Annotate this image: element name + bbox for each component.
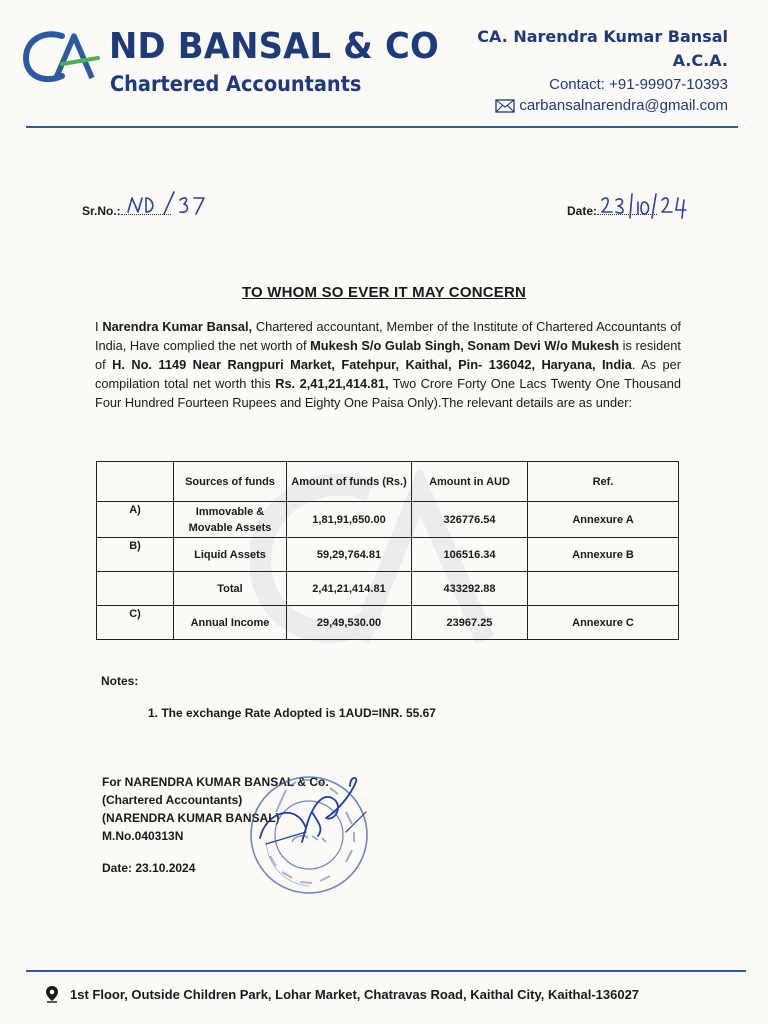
source-cell: Liquid Assets [174, 538, 287, 572]
firm-logo-icon [22, 28, 104, 84]
footer-address: 1st Floor, Outside Children Park, Lohar Market, Chatravas Road, Kaithal City, Kaithal-136027 [70, 986, 640, 1002]
row-label: C) [97, 606, 174, 640]
row-label: B) [97, 538, 174, 572]
serial-label: Sr.No.: [82, 204, 121, 218]
envelope-icon [495, 99, 515, 113]
firm-subtitle: Chartered Accountants [110, 72, 362, 96]
email-row [495, 97, 728, 114]
amount-inr-cell: 1,81,91,650.00 [287, 502, 412, 538]
table-row [97, 538, 679, 572]
amount-inr-cell: 59,29,764.81 [287, 538, 412, 572]
footer-divider [26, 970, 746, 972]
amount-aud-cell: 23967.25 [412, 606, 528, 640]
table-header-row [97, 462, 679, 502]
header-cell: Sources of funds [174, 462, 287, 502]
certificate-paragraph: I Narendra Kumar Bansal, Chartered accountant, Member of the Institute of Chartered Accountants of India, Have complied the net worth of Mukesh S/o Gulab Singh, Sonam Devi W/o Mukesh is resident of H. No. 1149 Near Rangpuri Market, Fatehpur, Kaithal, Pin- 136042, Haryana, India. As per compilation total net worth this Rs. 2,41,21,414.81, Two Crore Forty One Lacs Twenty One Thousand Four Hundred Fourteen Rupees and Eighty One Paisa Only).The relevant details are as under: [95, 319, 682, 410]
ref-cell: Annexure B [528, 538, 679, 572]
sign-membership: M.No.040313N [102, 829, 184, 843]
letter-title: TO WHOM SO EVER IT MAY CONCERN [241, 284, 527, 301]
header-cell: Ref. [528, 462, 679, 502]
table-row [97, 606, 679, 640]
firm-name: ND BANSAL & CO [109, 26, 439, 67]
contact-phone: Contact: +91-99907-10393 [549, 76, 728, 93]
sign-designation: (Chartered Accountants) [102, 793, 243, 807]
source-cell: Total [174, 572, 287, 606]
notes-heading: Notes: [101, 674, 139, 688]
amount-aud-cell: 106516.34 [412, 538, 528, 572]
seal-stamp-icon [246, 772, 372, 898]
source-cell: Annual Income [174, 606, 287, 640]
date-label: Date: [567, 204, 598, 218]
table-row [97, 502, 679, 538]
sign-name: (NARENDRA KUMAR BANSAL) [102, 811, 280, 825]
amount-inr-cell: 29,49,530.00 [287, 606, 412, 640]
email-address[interactable]: carbansalnarendra@gmail.com [519, 97, 728, 114]
funds-table [96, 461, 679, 640]
table-row-total [97, 572, 679, 606]
amount-inr-cell: 2,41,21,414.81 [287, 572, 412, 606]
location-pin-icon [44, 985, 60, 1003]
ref-cell [528, 572, 679, 606]
handwritten-serial [124, 188, 214, 220]
ref-cell: Annexure A [528, 502, 679, 538]
signature-date: Date: 23.10.2024 [102, 861, 196, 875]
row-label [97, 572, 174, 606]
header-cell: Amount of funds (Rs.) [287, 462, 412, 502]
source-cell: Immovable & Movable Assets [174, 502, 287, 538]
footer-address-row [44, 985, 639, 1003]
amount-aud-cell: 433292.88 [412, 572, 528, 606]
header-divider [26, 126, 738, 128]
handwritten-date [598, 190, 698, 222]
ca-name: CA. Narendra Kumar Bansal [477, 27, 728, 46]
row-label: A) [97, 502, 174, 538]
header-cell [97, 462, 174, 502]
sign-firm: For NARENDRA KUMAR BANSAL & Co. [102, 775, 329, 789]
ref-cell: Annexure C [528, 606, 679, 640]
amount-aud-cell: 326776.54 [412, 502, 528, 538]
note-item: 1. The exchange Rate Adopted is 1AUD=INR. 55.67 [148, 706, 436, 720]
ca-title: A.C.A. [672, 51, 728, 70]
header-cell: Amount in AUD [412, 462, 528, 502]
